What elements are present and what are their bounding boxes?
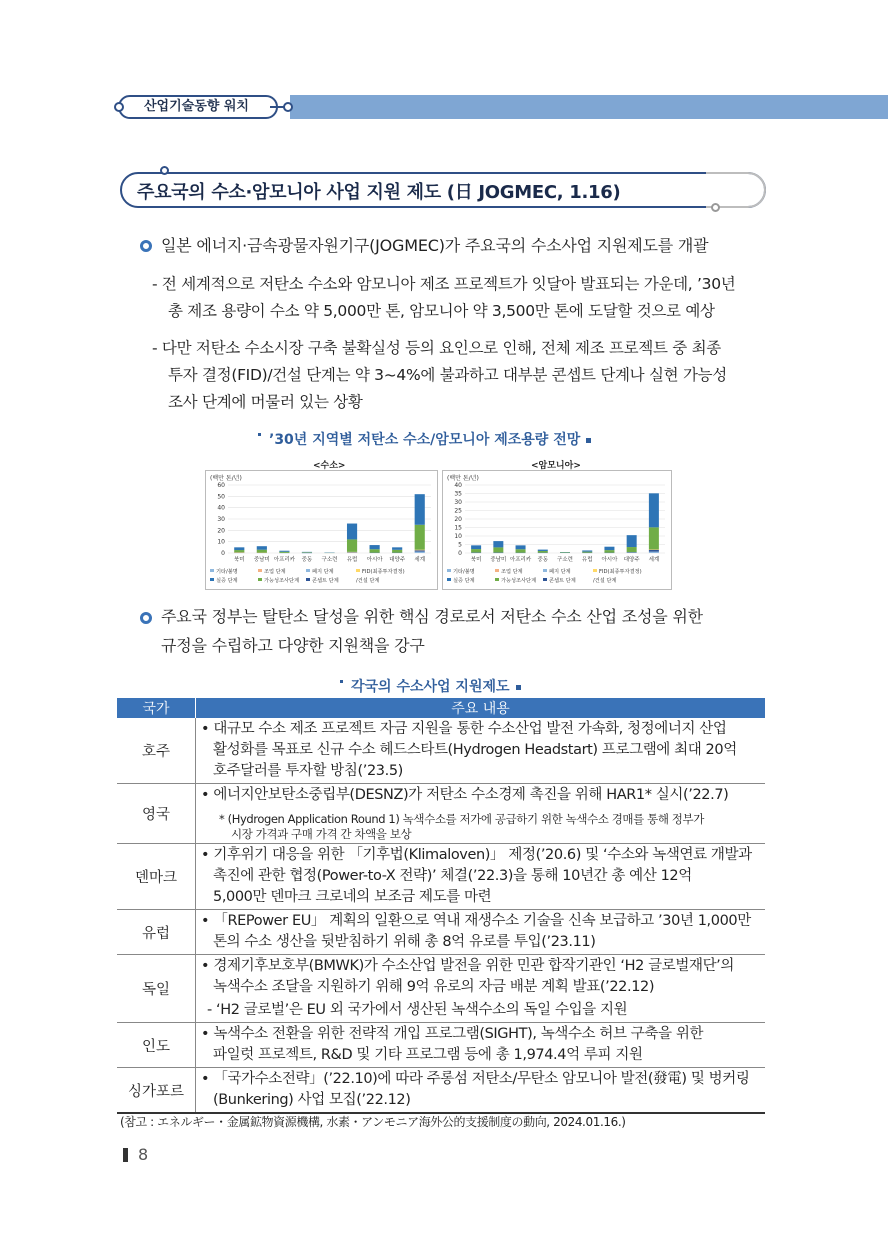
chart-xtick: 아프리카 (509, 557, 532, 563)
chart-legend-label: /건설 단계 (593, 578, 617, 584)
chart-legend-label: 콘셉트 단계 (549, 578, 576, 584)
chart-legend-label: 콘셉트 단계 (312, 578, 339, 584)
chart-xtick: 중남미 (253, 557, 270, 563)
title-dot-bottom (711, 203, 720, 212)
chart-legend-label: 실증 단계 (453, 578, 475, 584)
table-row (117, 1023, 765, 1068)
table-caption-text: 각국의 수소사업 지원제도 (351, 679, 510, 695)
chart-bar (392, 550, 402, 553)
chart-bar (257, 550, 267, 553)
chart-xtick: 대양주 (623, 557, 640, 563)
content-cell (196, 718, 766, 784)
chart-xtick: 아시아 (366, 557, 383, 563)
header-band (290, 95, 888, 119)
chart-legend-swatch (447, 569, 451, 572)
chart-bar (415, 550, 425, 551)
chart-ytick: 30 (217, 516, 225, 523)
header-label: 산업기술동향 워치 (118, 95, 278, 119)
chart-bar (516, 545, 526, 549)
section2-line1: 주요국 정부는 탈탄소 달성을 위한 핵심 경로로서 저탄소 수소 산업 조성을 위한 (161, 607, 703, 626)
table-row (117, 955, 765, 1023)
section1-sub2-line1: - 다만 저탄소 수소시장 구축 불확실성 등의 요인으로 인해, 전체 제조 프로젝트 중 최종 (152, 339, 721, 357)
chart-bar (649, 493, 659, 527)
content-line: 촉진에 관한 협정(Power-to-X 전략)’ 체결(’22.3)을 통해 10년간 총 예산 12억 (213, 868, 692, 884)
chart-bar (582, 552, 592, 553)
content-line: • 에너지안보탄소중립부(DESNZ)가 저탄소 수소경제 촉진을 위해 HAR1* 실시(’22.7) (201, 787, 729, 803)
content-line: • 「국가수소전략」(’22.10)에 따라 주롱섬 저탄소/무탄소 암모니아 발전(發電) 및 벙커링 (201, 1071, 750, 1087)
chart-bar (604, 547, 614, 550)
chart-legend-label: FID(최종투자결정) (362, 569, 405, 575)
content-line: (Bunkering) 사업 모집(’22.12) (213, 1092, 411, 1108)
chart-legend-label: /건설 단계 (356, 578, 380, 584)
chart-ytick: 40 (454, 482, 462, 489)
chart-bar (493, 547, 503, 552)
content-line: • 경제기후보호부(BMWK)가 수소산업 발전을 위한 민관 합작기관인 ‘H2 글로벌재단’의 (201, 958, 734, 974)
chart-hydrogen (205, 470, 438, 590)
chart-xtick: 세계 (414, 557, 426, 563)
country-cell: 덴마크 (117, 844, 196, 910)
chart-bar (234, 550, 244, 552)
chart-bar (471, 545, 481, 549)
chart-legend-label: 기타/불명 (453, 569, 475, 575)
chart-bar (257, 546, 267, 550)
page-number-bar (123, 1148, 128, 1162)
chart-bar (347, 539, 357, 551)
chart-legend-swatch (543, 578, 547, 581)
chart-legend-label: 가능성조사단계 (264, 578, 300, 584)
chart-ammonia-title: <암모니아> (531, 461, 581, 471)
content-cell (196, 955, 766, 1023)
chart-bar (538, 551, 548, 553)
content-line: 호주달러를 투자할 방침(’23.5) (213, 763, 403, 779)
chart-bar (516, 549, 526, 552)
country-cell: 유럽 (117, 910, 196, 955)
country-cell: 독일 (117, 955, 196, 1023)
content-cell (196, 844, 766, 910)
chart-ylabel: (백만 톤/년) (210, 475, 242, 482)
chart-bar (649, 527, 659, 549)
country-cell: 호주 (117, 718, 196, 784)
chart-xtick: 아시아 (601, 557, 618, 563)
chart-legend-label: FID(최종투자결정) (599, 569, 642, 575)
chart-legend-swatch (258, 578, 262, 581)
chart-ytick: 60 (217, 482, 225, 489)
chart-hydrogen-svg (206, 471, 437, 589)
chart-bar (392, 547, 402, 549)
chart-ytick: 10 (217, 538, 225, 546)
table-header-content: 주요 내용 (196, 698, 766, 718)
table-caption (340, 676, 521, 696)
footnote-line: 시장 가격과 구매 가격 간 차액을 보상 (231, 827, 412, 841)
figure-caption (258, 429, 591, 449)
chart-bar (627, 552, 637, 553)
chart-ytick: 0 (221, 550, 225, 557)
chart-bar (370, 549, 380, 552)
chart-bar (302, 552, 312, 553)
chart-bar (649, 552, 659, 553)
chart-ytick: 30 (454, 499, 462, 506)
table-row (117, 1068, 765, 1114)
country-cell: 영국 (117, 784, 196, 844)
chart-bar (234, 547, 244, 550)
section2-line2: 규정을 수립하고 다양한 지원책을 강구 (161, 636, 425, 655)
chart-xtick: 아프리카 (273, 557, 296, 563)
section1-sub2-line2: 투자 결정(FID)/건설 단계는 약 3~4%에 불과하고 대부분 콘셉트 단계나 실현 가능성 (168, 366, 727, 384)
chart-bar (415, 525, 425, 550)
page-title: 주요국의 수소·암모니아 사업 지원 제도 (日 JOGMEC, 1.16) (137, 182, 621, 203)
chart-ytick: 35 (454, 490, 462, 498)
section1-bullet: 일본 에너지·금속광물자원기구(JOGMEC)가 주요국의 수소사업 지원제도를 개괄 (161, 236, 709, 255)
content-cell (196, 784, 766, 844)
chart-legend-swatch (495, 578, 499, 581)
country-cell: 싱가포르 (117, 1068, 196, 1114)
chart-xtick: 유럽 (346, 557, 358, 563)
chart-bar (471, 549, 481, 552)
table-row (117, 910, 765, 955)
table-row (117, 718, 765, 784)
content-cell (196, 910, 766, 955)
chart-bar (347, 524, 357, 540)
table-row (117, 844, 765, 910)
chart-legend-label: 폐지 단계 (312, 569, 334, 575)
footnote-line: * (Hydrogen Application Round 1) 녹색수소를 저가에 공급하기 위한 녹색수소 경매를 통해 정부가 (219, 812, 704, 826)
section1-sub1-line1: - 전 세계적으로 저탄소 수소와 암모니아 제조 프로젝트가 잇달아 발표되는 가운데, ’30년 (152, 275, 736, 293)
chart-legend-label: 가능성조사단계 (501, 578, 537, 584)
chart-ytick: 10 (454, 533, 462, 540)
chart-hydrogen-title: <수소> (313, 461, 346, 471)
chart-bar (582, 550, 592, 551)
page-number: 8 (138, 1145, 149, 1164)
chart-xtick: 북미 (233, 557, 245, 563)
content-cell (196, 1068, 766, 1114)
chart-ammonia-svg (443, 471, 671, 589)
chart-xtick: 중남미 (490, 557, 507, 563)
source-citation: (참고 : エネルギー・金属鉱物資源機構, 水素・アンモニア海外公的支援制度の動向, 2024.01.16.) (120, 1115, 626, 1129)
section1-sub1-line2: 총 제조 용량이 수소 약 5,000만 톤, 암모니아 약 3,500만 톤에 도달할 것으로 예상 (168, 302, 715, 320)
chart-bar (604, 550, 614, 553)
chart-xtick: 대양주 (389, 557, 406, 563)
chart-legend-swatch (306, 578, 310, 581)
country-cell: 인도 (117, 1023, 196, 1068)
chart-legend-swatch (210, 578, 214, 581)
chart-legend-label: 조업 단계 (501, 569, 523, 575)
chart-ammonia (442, 470, 672, 590)
chart-bar (370, 545, 380, 549)
table-row (117, 784, 765, 844)
content-line: 톤의 수소 생산을 뒷받침하기 위해 총 8억 유로를 투입(’23.11) (213, 934, 596, 950)
chart-bar (279, 551, 289, 552)
chart-xtick: 구소련 (557, 557, 573, 563)
chart-ytick: 50 (217, 493, 225, 501)
content-line: - ‘H2 글로벌’은 EU 외 국가에서 생산된 녹색수소의 독일 수입을 지원 (207, 1002, 628, 1018)
section1-sub2-line3: 조사 단계에 머물러 있는 상황 (168, 393, 363, 411)
chart-legend-swatch (210, 569, 214, 572)
table-header-country: 국가 (117, 698, 196, 718)
chart-legend-swatch (447, 578, 451, 581)
chart-legend-label: 폐지 단계 (549, 569, 571, 575)
figure-caption-text: ’30년 지역별 저탄소 수소/암모니아 제조용량 전망 (269, 432, 581, 448)
chart-bar (627, 547, 637, 552)
chart-xtick: 북미 (470, 557, 482, 563)
header-dot-left (114, 102, 124, 112)
chart-legend-swatch (593, 569, 597, 572)
chart-legend-swatch (306, 569, 310, 572)
content-cell (196, 1023, 766, 1068)
content-line: • 「REPower EU」 계획의 일환으로 역내 재생수소 기술을 신속 보급하고 ’30년 1,000만 (201, 913, 751, 929)
chart-ytick: 20 (454, 516, 462, 523)
chart-xtick: 유럽 (581, 557, 593, 563)
bullet-circle-icon (140, 240, 152, 252)
title-dot-top (160, 166, 169, 175)
chart-bar (560, 552, 570, 553)
chart-legend-swatch (495, 569, 499, 572)
header-dot-right (283, 102, 293, 112)
chart-ylabel: (백만 톤/년) (447, 475, 479, 482)
chart-ytick: 15 (454, 524, 462, 532)
bullet-circle-icon (140, 612, 152, 624)
chart-ytick: 40 (217, 504, 225, 512)
chart-bar (415, 552, 425, 553)
content-line: 녹색수소 조달을 지원하기 위해 9억 유로의 자금 배분 계획 발표(’22.12) (213, 979, 655, 995)
content-line: • 녹색수소 전환을 위한 전략적 개입 프로그램(SIGHT), 녹색수소 허브 구축을 위한 (201, 1026, 704, 1042)
chart-xtick: 구소련 (321, 557, 338, 563)
chart-bar (493, 541, 503, 547)
chart-ytick: 0 (458, 550, 462, 557)
chart-ytick: 25 (454, 507, 462, 515)
chart-legend-label: 실증 단계 (216, 578, 238, 584)
support-table (117, 698, 765, 1114)
chart-legend-swatch (258, 569, 262, 572)
chart-bar (415, 494, 425, 525)
chart-legend-swatch (356, 569, 360, 572)
chart-ytick: 20 (217, 527, 225, 535)
chart-legend-swatch (543, 569, 547, 572)
chart-bar (649, 550, 659, 552)
chart-bar (538, 550, 548, 551)
content-line: 5,000만 덴마크 크로네의 보조금 제도를 마련 (213, 889, 492, 905)
content-line: • 대규모 수소 제조 프로젝트 자금 지원을 통한 수소산업 발전 가속화, 청정에너지 산업 (201, 721, 727, 737)
chart-ytick: 5 (458, 541, 462, 549)
chart-xtick: 중동 (301, 557, 313, 563)
chart-xtick: 세계 (648, 557, 660, 563)
chart-legend-label: 기타/불명 (216, 569, 238, 575)
content-line: 파일럿 프로젝트, R&D 및 기타 프로그램 등에 총 1,974.4억 루피 지원 (213, 1047, 643, 1063)
chart-bar (279, 552, 289, 553)
content-line: 활성화를 목표로 신규 수소 헤드스타트(Hydrogen Headstart) 프로그램에 최대 20억 (213, 742, 737, 758)
chart-xtick: 중동 (537, 557, 549, 563)
chart-legend-label: 조업 단계 (264, 569, 286, 575)
content-line: • 기후위기 대응을 위한 「기후법(Klimaloven)」 제정(’20.6) 및 ‘수소와 녹색연료 개발과 (201, 847, 752, 863)
chart-bar (627, 535, 637, 547)
